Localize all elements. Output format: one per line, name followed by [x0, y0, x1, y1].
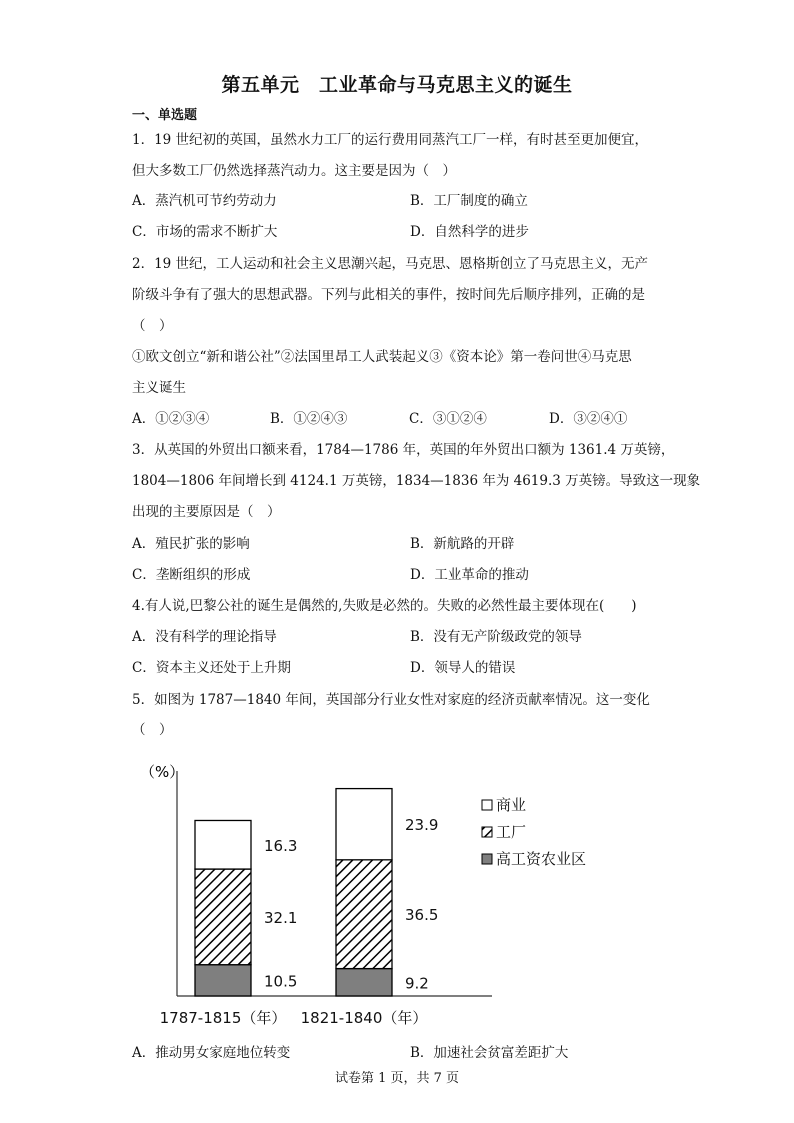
q2-option-c[interactable]: C．③①②④ [409, 411, 487, 427]
data-label-farm-2: 9.2 [405, 974, 429, 993]
bar-segment-commerce-2 [336, 789, 392, 860]
q2-option-b[interactable]: B．①②④③ [270, 411, 348, 427]
q1-option-c[interactable]: C．市场的需求不断扩大 [132, 224, 278, 240]
q3-option-d[interactable]: D．工业革命的推动 [410, 567, 529, 583]
q2-option-d[interactable]: D．③②④① [549, 411, 628, 427]
y-axis-label: （%） [140, 763, 185, 781]
legend-swatch-farm [482, 854, 492, 864]
q2-stem-line4: ①欧文创立“新和谐公社”②法国里昂工人武装起义③《资本论》第一卷问世④马克思 [132, 349, 632, 365]
q1-stem-line1: 1．19 世纪初的英国，虽然水力工厂的运行费用同蒸汽工厂一样，有时甚至更加便宜， [132, 132, 649, 148]
x-tick-label-1: 1787-1815（年） [159, 1009, 287, 1027]
data-label-commerce-2: 23.9 [405, 816, 439, 835]
q2-stem-line2: 阶级斗争有了强大的思想武器。下列与此相关的事件，按时间先后顺序排列，正确的是 [132, 287, 645, 303]
q1-option-a[interactable]: A．蒸汽机可节约劳动力 [132, 193, 277, 209]
q2-stem-line3: （ ） [132, 318, 173, 334]
legend-swatch-factory [482, 827, 492, 837]
q3-stem-line2: 1804—1806 年间增长到 4124.1 万英镑，1834—1836 年为 4619.3 万英镑。导致这一现象 [132, 473, 701, 489]
q5-stem-line2: （ ） [132, 722, 173, 738]
legend-swatch-commerce [482, 800, 492, 810]
q1-option-d[interactable]: D．自然科学的进步 [410, 224, 529, 240]
q2-stem-line5: 主义诞生 [132, 380, 186, 396]
q2-option-a[interactable]: A．①②③④ [132, 411, 210, 427]
data-label-factory-2: 36.5 [405, 906, 439, 925]
q4-option-a[interactable]: A．没有科学的理论指导 [132, 629, 277, 645]
q4-stem-line1: 4.有人说,巴黎公社的诞生是偶然的,失败是必然的。失败的必然性最主要体现在( ) [132, 598, 637, 614]
bar-segment-farm-2 [336, 969, 392, 996]
bar-segment-farm-1 [195, 965, 251, 996]
data-label-factory-1: 32.1 [264, 908, 298, 927]
data-label-farm-1: 10.5 [264, 972, 298, 991]
data-label-commerce-1: 16.3 [264, 836, 298, 855]
q3-stem-line3: 出现的主要原因是（ ） [132, 504, 281, 520]
page-title: 第五单元 工业革命与马克思主义的诞生 [221, 74, 573, 96]
q3-option-c[interactable]: C．垄断组织的形成 [132, 567, 251, 583]
q4-option-d[interactable]: D．领导人的错误 [410, 660, 516, 676]
q5-stem-line1: 5．如图为 1787—1840 年间，英国部分行业女性对家庭的经济贡献率情况。这一变化 [132, 692, 650, 708]
q5-option-a[interactable]: A．推动男女家庭地位转变 [132, 1045, 291, 1061]
legend-label-factory: 工厂 [496, 823, 527, 841]
bar-segment-factory-1 [195, 869, 251, 965]
bar-segment-factory-2 [336, 860, 392, 969]
q3-option-b[interactable]: B．新航路的开辟 [410, 536, 515, 552]
q3-stem-line1: 3．从英国的外贸出口额来看，1784—1786 年，英国的年外贸出口额为 1361.4 万英镑， [132, 442, 675, 458]
q2-stem-line1: 2．19 世纪，工人运动和社会主义思潮兴起，马克思、恩格斯创立了马克思主义，无产 [132, 256, 649, 272]
x-tick-label-2: 1821-1840（年） [300, 1009, 428, 1027]
legend-label-farm: 高工资农业区 [496, 850, 587, 868]
q3-option-a[interactable]: A．殖民扩张的影响 [132, 536, 250, 552]
q5-option-b[interactable]: B．加速社会贫富差距扩大 [410, 1045, 569, 1061]
q4-option-c[interactable]: C．资本主义还处于上升期 [132, 660, 291, 676]
bar-segment-commerce-1 [195, 820, 251, 869]
legend-label-commerce: 商业 [496, 796, 527, 814]
q1-stem-line2: 但大多数工厂仍然选择蒸汽动力。这主要是因为（ ） [132, 163, 456, 179]
q1-option-b[interactable]: B．工厂制度的确立 [410, 193, 528, 209]
page-footer: 试卷第 1 页，共 7 页 [334, 1071, 460, 1086]
q4-option-b[interactable]: B．没有无产阶级政党的领导 [410, 629, 582, 645]
stacked-bar-chart [130, 755, 610, 1035]
section-heading: 一、单选题 [132, 108, 198, 123]
